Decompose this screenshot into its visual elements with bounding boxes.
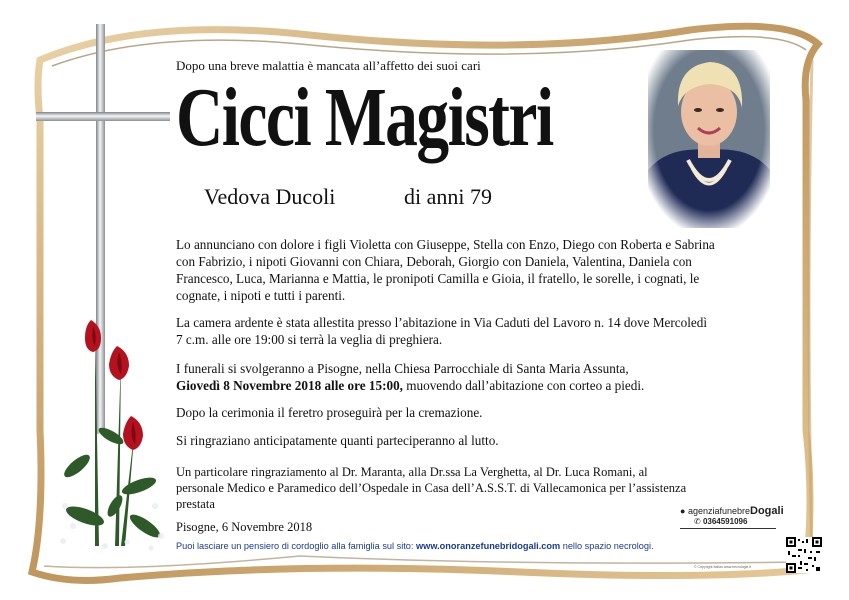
funeral-paragraph — [176, 360, 716, 394]
widow-of: Vedova Ducoli — [204, 184, 336, 209]
footer-note — [176, 541, 654, 551]
wake-paragraph: La camera ardente è stata allestita presso l’abitazione in Via Caduti del Lavoro n. 14 dove Mercoledì 7 c.m. alle ore 19:00 si terrà la veglia di preghiera. — [176, 315, 708, 347]
agency-name — [680, 505, 784, 517]
funeral-location: I funerali si svolgeranno a Pisogne, nella Chiesa Parrocchiale di Santa Maria Assunta, — [176, 361, 629, 376]
agency-phone — [694, 517, 780, 526]
announcement-paragraph: Lo annunciano con dolore i figli Violetta con Giuseppe, Stella con Enzo, Diego con Roberta e Sabrina con Fabrizio, i nipoti Giovanni con Chiara, Deborah, Giorgio con Daniela, Valentina, Daniela con Francesco, Luca, Marianna e Mattia, le pronipoti Camilla e Gioia, il fratello, le sorelle, i cognati, le cognate, i nipoti e tutti i parenti. — [176, 237, 715, 303]
footer-text-before: Puoi lasciare un pensiero di cordoglio alla famiglia sul sito: — [176, 541, 417, 551]
qr-code-icon[interactable] — [786, 537, 822, 573]
roses-icon — [55, 316, 170, 556]
copyright-note: © Copyright Italian www.necrologie.it — [694, 565, 752, 569]
deceased-name: Cicci Magistri — [176, 71, 553, 164]
agency-brand: Dogali — [750, 505, 784, 517]
special-thanks-paragraph: Un particolare ringraziamento al Dr. Maranta, alla Dr.ssa La Verghetta, al Dr. Luca Romani, al personale Medico e Paramedico dell’Ospedale in Casa dell’A.S.S.T. di Vallecamonica per l’assistenza prestata — [176, 465, 687, 511]
footer-text-after: nello spazio necrologi. — [560, 541, 654, 551]
funeral-procession: muovendo dall’abitazione con corteo a piedi. — [402, 378, 645, 393]
footer-website-link[interactable]: www.onoranzefunebridogali.com — [416, 541, 561, 551]
portrait-photo — [648, 50, 770, 228]
cremation-paragraph: Dopo la cerimonia il feretro proseguirà per la cremazione. — [176, 405, 483, 420]
drop-icon: ● — [680, 506, 686, 516]
phone-icon: ✆ — [694, 517, 701, 526]
place-date: Pisogne, 6 Novembre 2018 — [176, 520, 313, 534]
funeral-datetime: Giovedì 8 Novembre 2018 alle ore 15:00, — [176, 378, 403, 393]
agency-phone-number: 0364591096 — [702, 517, 748, 526]
intro-text: Dopo una breve malattia è mancata all’affetto dei suoi cari — [176, 58, 481, 73]
age-text: di anni 79 — [404, 184, 492, 209]
agency-logo — [680, 505, 784, 529]
agency-prefix: agenziafunebre — [687, 506, 751, 516]
thanks-paragraph: Si ringraziano anticipatamente quanti parteciperanno al lutto. — [176, 433, 499, 448]
logo-divider — [680, 528, 776, 529]
